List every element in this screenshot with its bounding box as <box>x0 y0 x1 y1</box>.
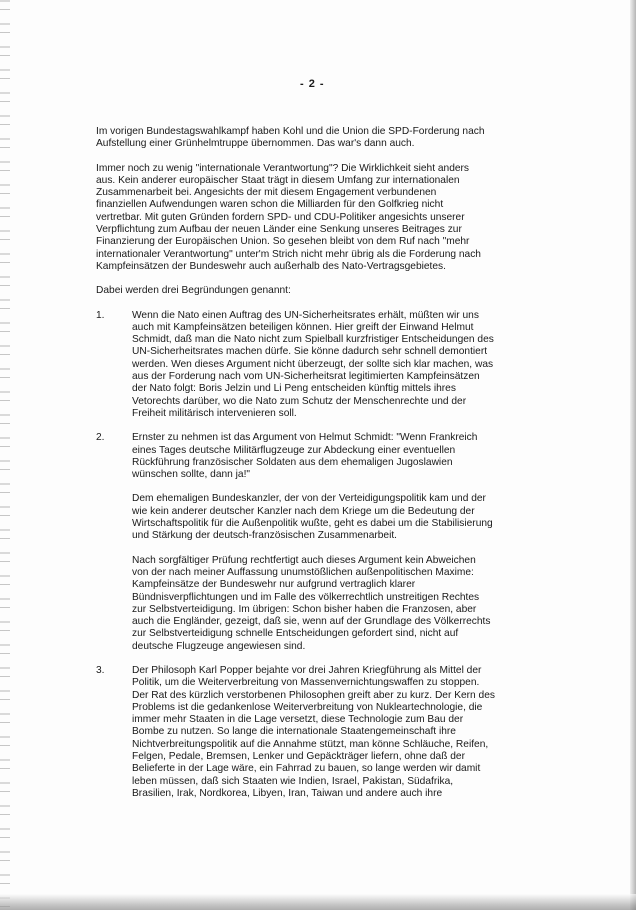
list-item-body <box>132 665 526 800</box>
list-item-3 <box>96 665 526 800</box>
list-item-paragraph: Wenn die Nato einen Auftrag des UN-Sicherheitsrates erhält, müßten wir uns auch mit Kampfeinsätzen beteiligen können. Hier greift der Einwand Helmut Schmidt, daß man die Nato nicht zum Spielball kurzfristiger Entscheidungen des UN-Sicherheitsrates machen dürfe. Sie könne dadurch sehr schnell demontiert werden. Wen dieses Argument nicht überzeugt, der sollte sich klar machen, was aus der Forderung nach vom UN-Sicherheitsrat legitimierten Kampfeinsätzen der Nato folgt: Boris Jelzin und Li Peng entscheiden künftig mittels ihres Vetorechts darüber, wo die Nato zum Schutz der Menschenrechte und der Freiheit militärisch intervenieren soll. <box>132 309 494 419</box>
paragraph-internationale-verantwortung: Immer noch zu wenig "internationale Verantwortung"? Die Wirklichkeit sieht anders aus. Kein anderer europäischer Staat trägt in diesem Umfang zur internationalen Zusammenarbeit bei. Angesichts der mit diesem Engagement verbundenen finanziellen Aufwendungen waren schon die Milliarden für den Golfkrieg nicht vertretbar. Mit guten Gründen fordern SPD- und CDU-Politiker angesichts unserer Verpflichtung zum Aufbau der neuen Länder eine Senkung unseres Beitrages zur Finanzierung der Europäischen Union. So gesehen bleibt von dem Ruf nach "mehr internationaler Verantwortung" unter'm Strich nicht mehr übrig als die Forderung nach Kampfeinsätzen der Bundeswehr auch außerhalb des Nato-Vertragsgebietes. <box>96 162 481 272</box>
paragraph-grünhelmtruppe: Im vorigen Bundestagswahlkampf haben Kohl und die Union die SPD-Forderung nach Aufstellung einer Grünhelmtruppe übernommen. Das war's dann auch. <box>96 126 485 150</box>
list-item-2 <box>96 432 526 653</box>
list-item-body <box>132 432 526 653</box>
scan-edge-left <box>0 0 10 910</box>
list-item-body <box>132 310 526 421</box>
list-item-paragraph: Dem ehemaligen Bundeskanzler, der von der Verteidigungspolitik kam und der wie kein anderer deutscher Kanzler nach dem Kriege um die Bedeutung der Wirtschaftspolitik für die Außenpolitik wußte, geht es dabei um die Stabilisierung und Stärkung der deutsch-französischen Zusammenarbeit. <box>132 493 493 542</box>
scan-edge-bottom <box>0 894 636 910</box>
list-item-number: 3. <box>96 664 105 676</box>
list-item-number: 1. <box>96 309 105 321</box>
document-body <box>96 126 526 812</box>
paragraph-begruendungen-intro: Dabei werden drei Begründungen genannt: <box>96 285 291 297</box>
list-item-paragraph: Ernster zu nehmen ist das Argument von Helmut Schmidt: "Wenn Frankreich eines Tages deutsche Militärflugzeuge zur Abdeckung einer eventuellen Rückführung französischer Soldaten aus dem ehemaligen Jugoslawien wünschen sollte, dann ja!" <box>132 432 478 481</box>
list-item-number: 2. <box>96 432 105 444</box>
list-item-paragraph: Nach sorgfältiger Prüfung rechtfertigt auch dieses Argument kein Abweichen von der nach meiner Auffassung unumstößlichen außenpolitischen Maxime: Kampfeinsätze der Bundeswehr nur aufgrund vertraglich klarer Bündnisverpflichtungen und im Falle des völkerrechtlich unstreitigen Rechtes zur Selbstverteidigung. Im übrigen: Schon bisher haben die Franzosen, aber auch die Engländer, gezeigt, daß sie, wenn auf der Grundlage des Völkerrechts zur Selbstverteidigung schnelle Entscheidungen gefordert sind, nicht auf deutsche Flugzeuge angewiesen sind. <box>132 554 491 652</box>
list-item-paragraph: Der Philosoph Karl Popper bejahte vor drei Jahren Kriegführung als Mittel der Politik, um die Weiterverbreitung von Massenvernichtungswaffen zu stoppen. Der Rat des kürzlich verstorbenen Philosophen greift aber zu kurz. Der Kern des Problems ist die gedankenlose Weiterverbreitung von Nukleartechnologie, die immer mehr Staaten in die Lage versetzt, diese Technologie zum Bau der Bombe zu nutzen. So lange die internationale Staatengemeinschaft ihre Nichtverbreitungspolitik auf die Annahme stützt, man könne Schläuche, Reifen, Felgen, Pedale, Bremsen, Lenker und Gepäckträger liefern, ohne daß der Belieferte in der Lage wäre, ein Fahrrad zu bauen, so lange werden wir damit leben müssen, daß sich Staaten wie Indien, Israel, Pakistan, Südafrika, Brasilien, Irak, Nordkorea, Libyen, Iran, Taiwan und andere auch ihre <box>132 664 495 799</box>
list-item-1 <box>96 310 526 421</box>
page-number: - 2 - <box>300 78 325 90</box>
scan-edge-right <box>630 0 636 910</box>
